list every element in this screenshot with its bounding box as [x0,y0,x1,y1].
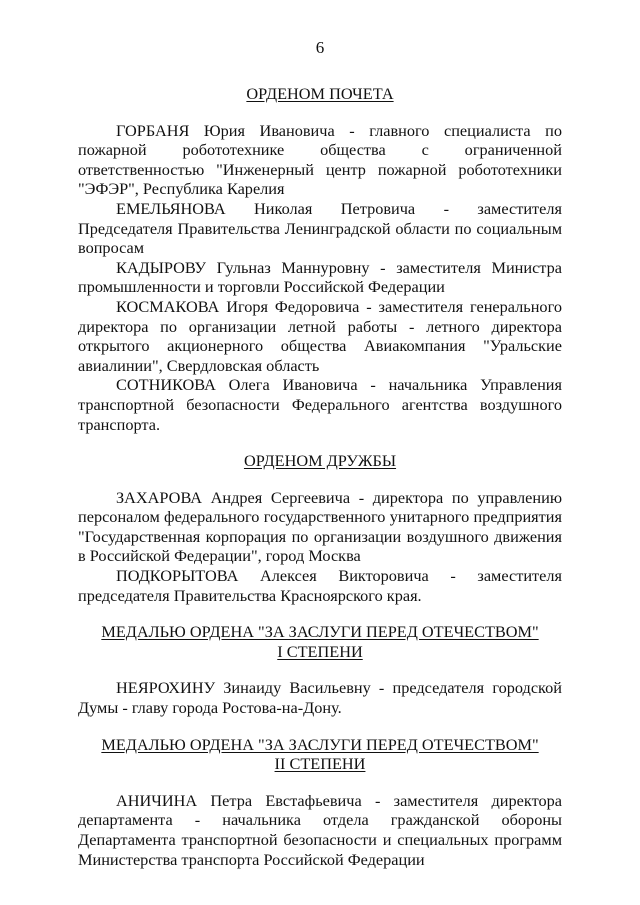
award-entry [78,488,562,566]
recipient-name: ГОРБАНЯ Юрия Ивановича [116,120,335,140]
award-entry [78,297,562,375]
award-entry [78,258,562,297]
award-entry [78,375,562,434]
recipient-name: ЗАХАРОВА Андрея Сергеевича [116,487,351,507]
award-entry [78,121,562,199]
recipient-position: - заместителя Председателя Правительства Ленинградской области по социальным вопросам [78,198,563,258]
recipient-name: КОСМАКОВА Игоря Федоровича [116,296,360,316]
award-entry [78,566,562,605]
section-medal-first-degree [78,622,562,717]
section-heading [78,622,562,661]
recipient-position: - начальника Управления транспортной безопасности Федерального агентства воздушного транспорта. [78,375,562,434]
section-heading [78,84,562,104]
heading-line: ОРДЕНОМ ДРУЖБЫ [243,451,397,471]
section-heading [78,451,562,471]
section-medal-second-degree [78,735,562,870]
recipient-position: - заместителя генерального директора по организации летной работы - летного директора открытого акционерного общества Авиакомпания "Уральские авиалинии", Свердловская область [78,296,562,375]
recipient-position: - заместителя Министра промышленности и торговли Российской Федерации [78,257,562,297]
recipient-name: КАДЫРОВУ Гульназ Маннуровну [116,257,370,277]
heading-line: МЕДАЛЬЮ ОРДЕНА "ЗА ЗАСЛУГИ ПЕРЕД ОТЕЧЕСТВОМ" [101,622,539,642]
award-entry [78,678,562,717]
recipient-name: ЕМЕЛЬЯНОВА Николая Петровича [116,198,416,218]
section-heading [78,735,562,774]
recipient-name: НЕЯРОХИНУ Зинаиду Васильевну [116,678,371,698]
recipient-position: - заместителя директора департамента - начальника отдела гражданской обороны Департамента транспортной безопасности и специальных программ Министерства транспорта Российской Федерации [78,790,562,869]
recipient-name: ПОДКОРЫТОВА Алексея Викторовича [116,566,429,586]
heading-degree: I СТЕПЕНИ [277,641,363,661]
heading-line: ОРДЕНОМ ПОЧЕТА [246,84,394,103]
recipient-position: - заместителя председателя Правительства Красноярского края. [78,566,563,605]
page-number: 6 [315,38,325,57]
award-decree-text [78,84,562,869]
recipient-position: - главного специалиста по пожарной робототехнике общества с ограниченной ответственностью "Инженерный центр пожарной робототехники "ЭФЭР", Республика Карелия [78,120,562,199]
recipient-name: АНИЧИНА Петра Евстафьевича [116,790,362,810]
award-entry [78,791,562,869]
recipient-position: - председателя городской Думы - главу города Ростова-на-Дону. [78,678,562,718]
recipient-position: - директора по управлению персоналом федерального государственного унитарного предприятия "Государственная корпорация по организации воздушного движения в Российской Федерации", город Москва [78,487,562,566]
section-order-of-honor [78,84,562,434]
heading-degree: II СТЕПЕНИ [274,754,366,774]
award-entry [78,199,562,258]
recipient-name: СОТНИКОВА Олега Ивановича [116,375,358,395]
heading-line: МЕДАЛЬЮ ОРДЕНА "ЗА ЗАСЛУГИ ПЕРЕД ОТЕЧЕСТВОМ" [101,734,539,754]
section-order-of-friendship [78,451,562,605]
